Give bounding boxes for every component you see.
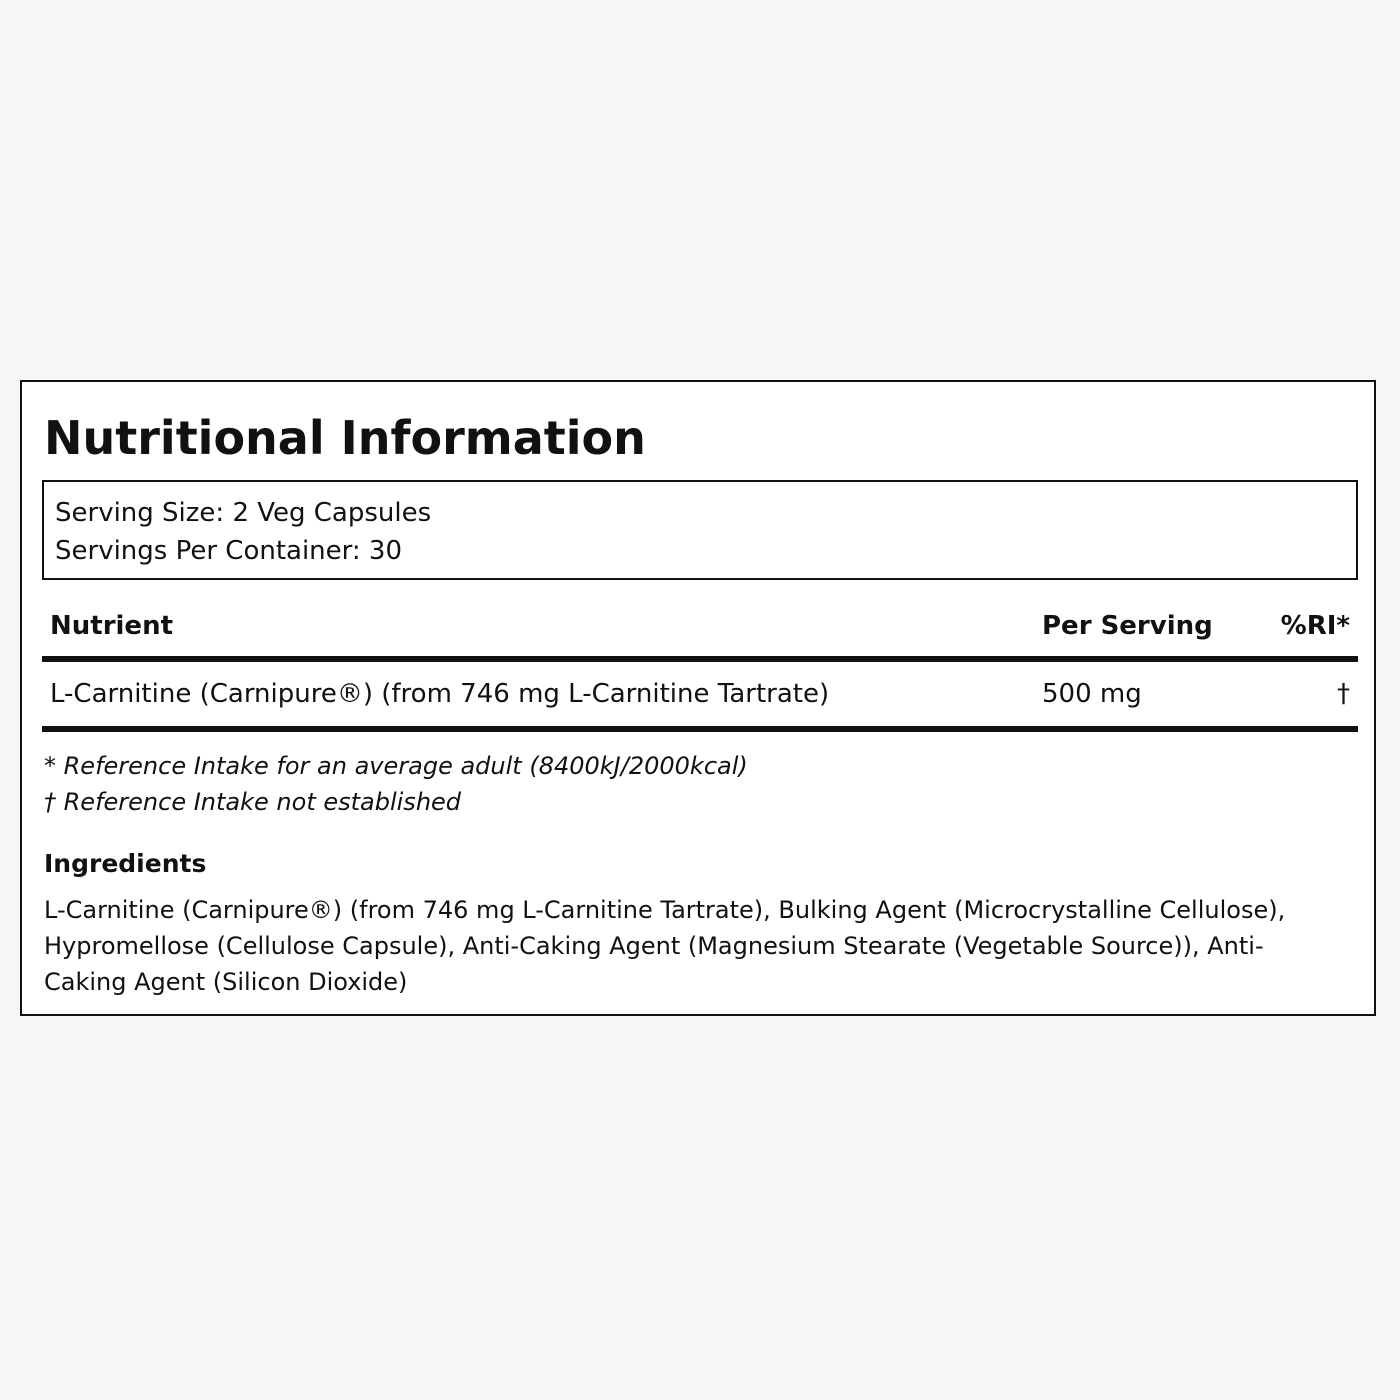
table-row <box>42 662 1358 732</box>
ingredients-text: L-Carnitine (Carnipure®) (from 746 mg L-Carnitine Tartrate), Bulking Agent (Microcrystalline Cellulose), Hypromellose (Cellulose Capsule), Anti-Caking Agent (Magnesium Stearate (Vegetable Source)), Anti-Caking Agent (Silicon Dioxide) <box>44 896 1286 996</box>
header-ri: %RI* <box>1280 611 1350 641</box>
footnote-not-established: † Reference Intake not established <box>44 788 462 816</box>
header-per-serving: Per Serving <box>1042 611 1213 641</box>
serving-size: Serving Size: 2 Veg Capsules <box>55 498 432 528</box>
nutrient-per-serving: 500 mg <box>1042 679 1142 709</box>
table-header-row <box>42 600 1358 662</box>
header-nutrient: Nutrient <box>50 611 174 641</box>
nutrient-table <box>42 600 1358 732</box>
footnote-reference-intake: * Reference Intake for an average adult (8400kJ/2000kcal) <box>44 752 748 780</box>
serving-info-box <box>42 480 1358 580</box>
page-title: Nutritional Information <box>44 411 646 465</box>
footnotes <box>44 748 748 820</box>
nutrient-name: L-Carnitine (Carnipure®) (from 746 mg L-Carnitine Tartrate) <box>50 679 830 709</box>
servings-per-container: Servings Per Container: 30 <box>55 536 403 566</box>
ingredients-heading: Ingredients <box>44 849 207 878</box>
nutrient-ri: † <box>1337 679 1350 709</box>
nutrition-panel <box>20 380 1376 1016</box>
